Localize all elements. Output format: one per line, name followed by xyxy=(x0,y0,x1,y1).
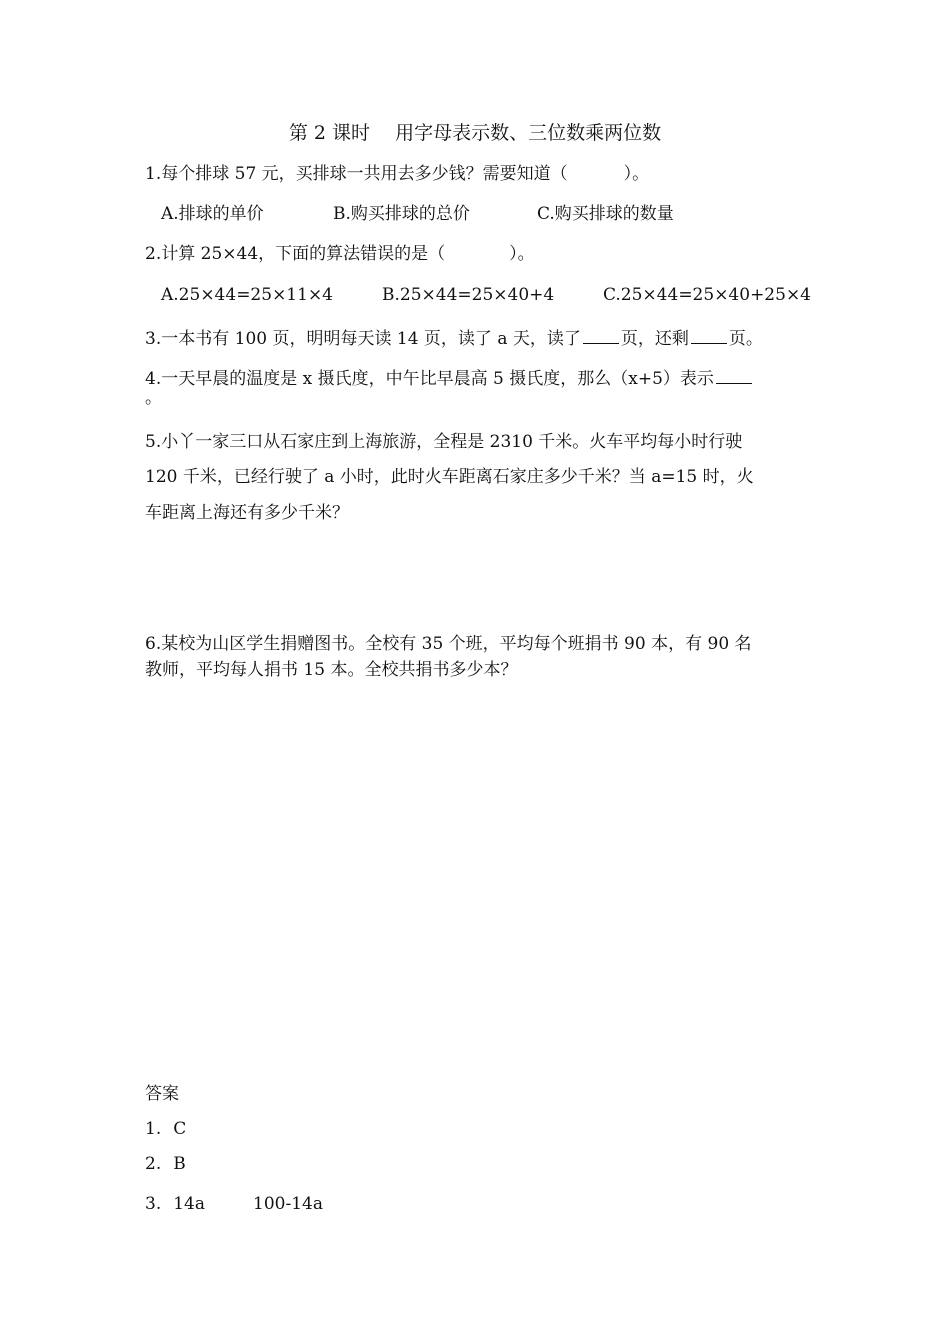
answer-3-number: 3. xyxy=(145,1194,162,1214)
fill-blank[interactable] xyxy=(691,327,727,344)
answer-2 xyxy=(145,1156,186,1173)
answer-2-number: 2. xyxy=(145,1154,162,1174)
q2-option-c: C.25×44=25×40+25×4 xyxy=(603,285,812,305)
question-3-part1: 3.一本书有 100 页，明明每天读 14 页，读了 a 天，读了 xyxy=(145,329,581,349)
question-4-line2: 。 xyxy=(145,388,162,408)
question-2 xyxy=(145,246,535,263)
q1-option-a: A.排球的单价 xyxy=(161,204,264,224)
question-5-line1: 5.小丫一家三口从石家庄到上海旅游，全程是 2310 千米。火车平均每小时行驶 xyxy=(145,432,743,452)
question-5-line3: 车距离上海还有多少千米？ xyxy=(145,503,349,523)
question-2-stem: 2.计算 25×44，下面的算法错误的是（ xyxy=(145,244,446,264)
fill-blank[interactable] xyxy=(716,367,752,384)
answer-1 xyxy=(145,1121,186,1138)
question-6-line1: 6.某校为山区学生捐赠图书。全校有 35 个班，平均每个班捐书 90 本，有 90 名 xyxy=(145,634,752,654)
question-2-stem-end: ）。 xyxy=(509,244,535,264)
question-1-stem-end: ）。 xyxy=(623,164,650,184)
q1-option-c: C.购买排球的数量 xyxy=(537,204,674,224)
answer-3 xyxy=(145,1196,323,1213)
question-3 xyxy=(145,327,763,348)
q2-option-b: B.25×44=25×40+4 xyxy=(382,285,555,305)
fill-blank[interactable] xyxy=(583,327,619,344)
answers-heading: 答案 xyxy=(145,1084,179,1104)
question-4-line1: 4.一天早晨的温度是 x 摄氏度，中午比早晨高 5 摄氏度，那么（x+5）表示 xyxy=(145,369,714,389)
question-1 xyxy=(145,166,649,183)
answer-3-value-1: 14a xyxy=(173,1194,206,1214)
page-title: 第 2 课时 用字母表示数、三位数乘两位数 xyxy=(288,122,662,144)
question-1-stem: 1.每个排球 57 元，买排球一共用去多少钱？需要知道（ xyxy=(145,164,568,184)
question-3-part2: 页，还剩 xyxy=(620,329,689,349)
q1-option-b: B.购买排球的总价 xyxy=(333,204,470,224)
answer-2-value: B xyxy=(173,1154,186,1174)
question-5-line2: 120 千米，已经行驶了 a 小时，此时火车距离石家庄多少千米？当 a=15 时，火 xyxy=(145,467,754,487)
answer-3-value-2: 100-14a xyxy=(253,1194,323,1214)
q2-option-a: A.25×44=25×11×4 xyxy=(161,285,334,305)
question-6-line2: 教师，平均每人捐书 15 本。全校共捐书多少本？ xyxy=(145,660,518,680)
answer-1-value: C xyxy=(173,1119,187,1139)
answer-1-number: 1. xyxy=(145,1119,162,1139)
question-4 xyxy=(145,367,754,388)
question-3-part3: 页。 xyxy=(728,329,763,349)
